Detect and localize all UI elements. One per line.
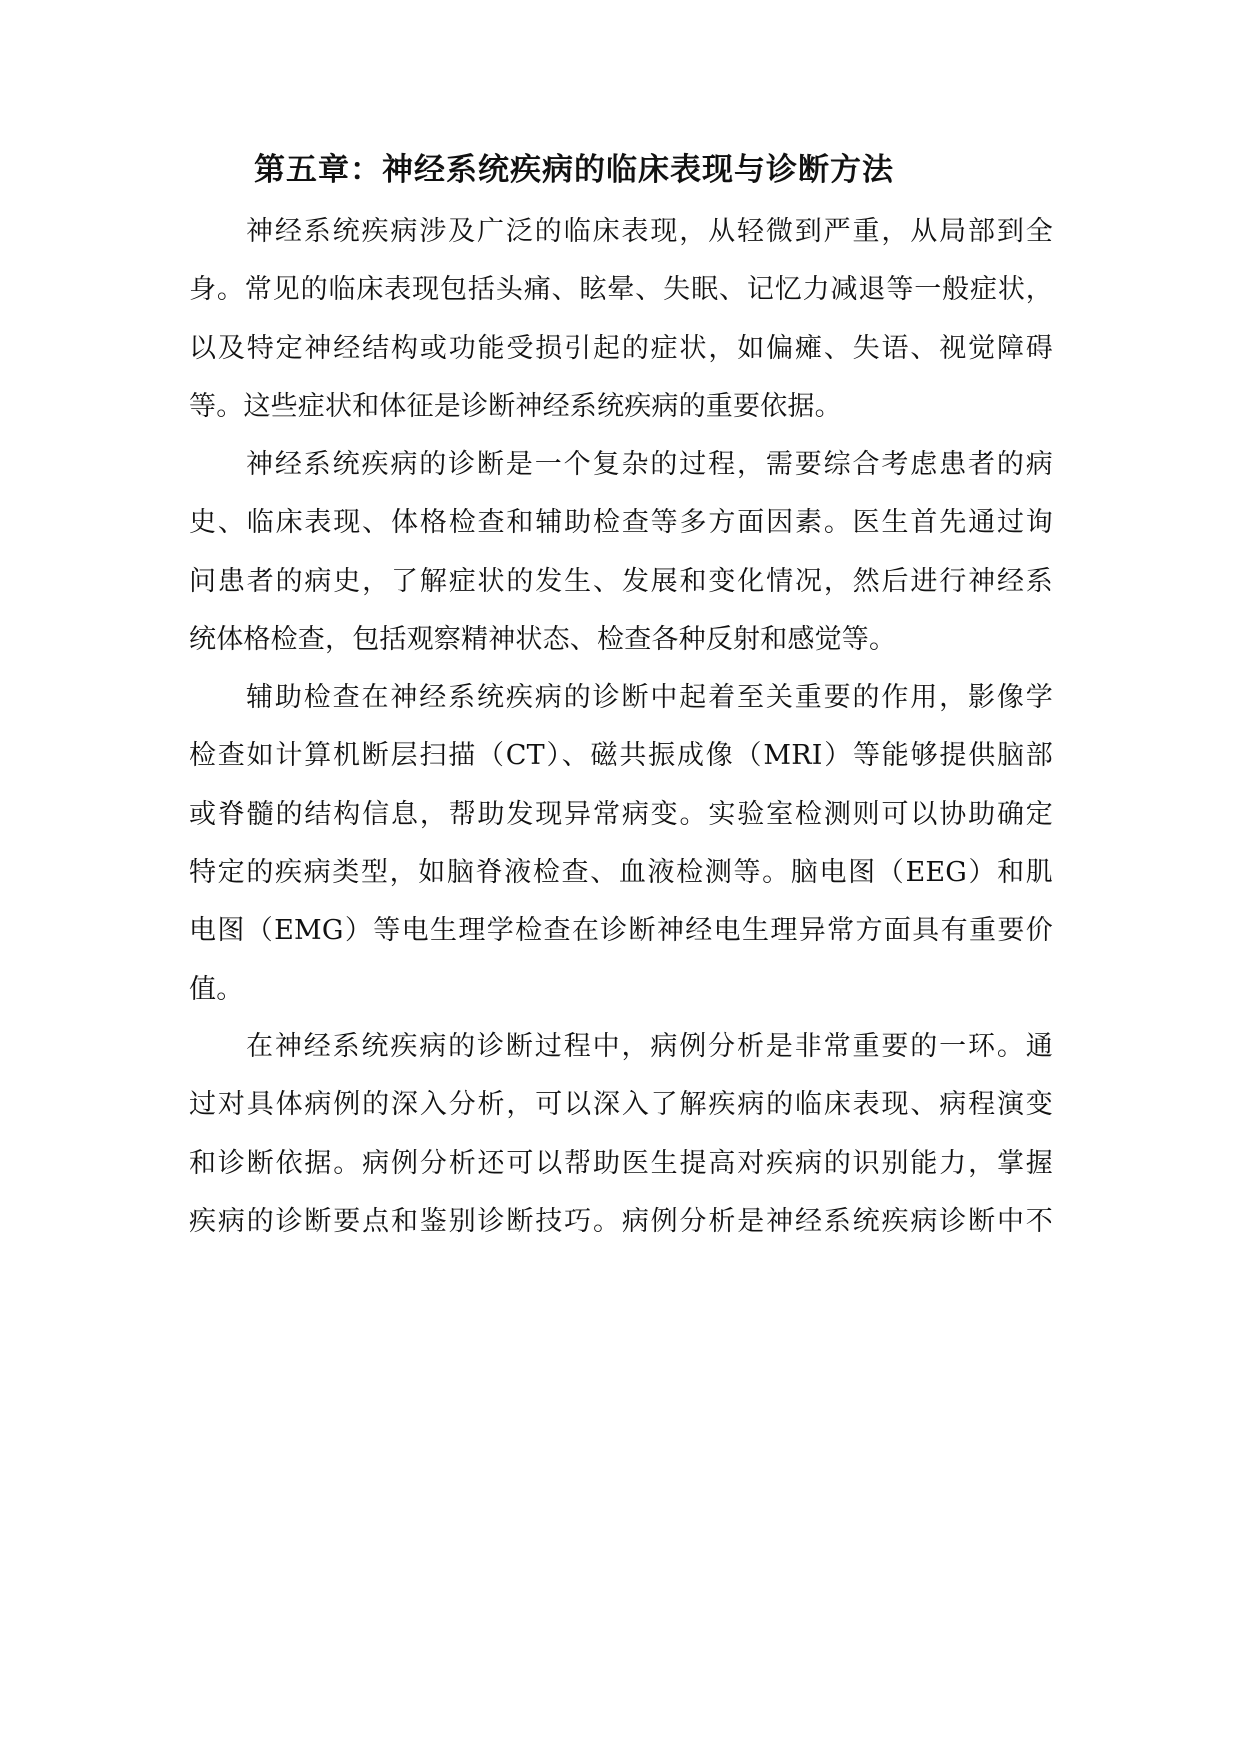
paragraph-line: 在神经系统疾病的诊断过程中，病例分析是非常重要的一环。通 bbox=[246, 1031, 1053, 1062]
paragraph-line: 问患者的病史，了解症状的发生、发展和变化情况，然后进行神经系 bbox=[189, 566, 1053, 597]
chapter-title: 第五章：神经系统疾病的临床表现与诊断方法 bbox=[254, 152, 894, 188]
paragraph-line: 或脊髓的结构信息，帮助发现异常病变。实验室检测则可以协助确定 bbox=[189, 799, 1053, 830]
paragraph-line: 史、临床表现、体格检查和辅助检查等多方面因素。医生首先通过询 bbox=[189, 507, 1053, 538]
paragraph-line: 统体格检查，包括观察精神状态、检查各种反射和感觉等。 bbox=[189, 624, 897, 655]
paragraph-line: 电图（EMG）等电生理学检查在诊断神经电生理异常方面具有重要价 bbox=[189, 915, 1053, 946]
paragraph-line: 以及特定神经结构或功能受损引起的症状，如偏瘫、失语、视觉障碍 bbox=[189, 333, 1053, 364]
paragraph-line: 特定的疾病类型，如脑脊液检查、血液检测等。脑电图（EEG）和肌 bbox=[189, 857, 1053, 888]
paragraph-line: 和诊断依据。病例分析还可以帮助医生提高对疾病的识别能力，掌握 bbox=[189, 1148, 1053, 1179]
paragraph-line: 身。常见的临床表现包括头痛、眩晕、失眠、记忆力减退等一般症状， bbox=[189, 274, 1053, 305]
paragraph-line: 神经系统疾病涉及广泛的临床表现，从轻微到严重，从局部到全 bbox=[246, 216, 1053, 247]
paragraph-line: 神经系统疾病的诊断是一个复杂的过程，需要综合考虑患者的病 bbox=[246, 449, 1053, 480]
paragraph-line: 等。这些症状和体征是诊断神经系统疾病的重要依据。 bbox=[189, 391, 842, 422]
paragraph-line: 疾病的诊断要点和鉴别诊断技巧。病例分析是神经系统疾病诊断中不 bbox=[189, 1206, 1053, 1237]
paragraph-line: 辅助检查在神经系统疾病的诊断中起着至关重要的作用，影像学 bbox=[246, 682, 1053, 713]
paragraph-line: 过对具体病例的深入分析，可以深入了解疾病的临床表现、病程演变 bbox=[189, 1089, 1053, 1120]
paragraph-line: 值。 bbox=[189, 974, 244, 1005]
paragraph-line: 检查如计算机断层扫描（CT）、磁共振成像（MRI）等能够提供脑部 bbox=[189, 740, 1053, 771]
